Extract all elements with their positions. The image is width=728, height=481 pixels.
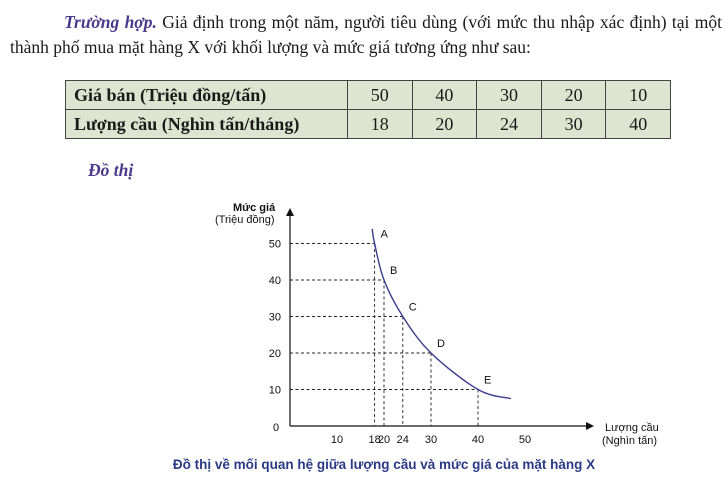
x-tick-label: 30 xyxy=(424,434,438,446)
x-tick-label: 18 xyxy=(368,434,381,446)
y-tick-label: 40 xyxy=(268,275,281,287)
x-axis-title: Lượng cầu xyxy=(605,422,659,434)
point-label: E xyxy=(484,374,492,387)
dashed-guides xyxy=(290,244,478,427)
graph-title: Đồ thị xyxy=(88,160,134,180)
point-label: B xyxy=(390,265,398,277)
quantity-cell: 30 xyxy=(541,110,606,139)
quantity-cell: 40 xyxy=(606,110,671,139)
quantity-cell: 20 xyxy=(412,110,477,139)
y-tick-label: 30 xyxy=(268,311,281,324)
intro-text: Giả định trong một năm, người tiêu dùng (với mức thu nhập xác định) tại một thành phố mua mặt hàng X với khối lượng và mức giá tương ứng như sau: xyxy=(10,12,722,57)
demand-curve xyxy=(372,229,511,399)
quantity-cell: 18 xyxy=(348,110,413,139)
price-cell: 10 xyxy=(606,81,671,110)
y-tick-label: 10 xyxy=(268,384,281,397)
price-cell: 40 xyxy=(412,81,477,110)
axis-ticks xyxy=(269,239,531,447)
price-cell: 50 xyxy=(348,81,413,110)
price-row-header: Giá bán (Triệu đồng/tấn) xyxy=(66,81,348,110)
chart-caption: Đồ thị về mối quan hệ giữa lượng cầu và mức giá của mặt hàng X xyxy=(172,457,596,472)
y-axis-title: Mức giá xyxy=(233,202,276,214)
x-tick-label: 10 xyxy=(330,434,344,446)
origin-label: 0 xyxy=(272,422,280,434)
quantity-cell: 24 xyxy=(477,110,542,139)
point-label: D xyxy=(437,338,445,350)
price-cell: 30 xyxy=(477,81,542,110)
x-tick-label: 40 xyxy=(471,434,485,446)
x-axis-unit: (Nghìn tấn) xyxy=(602,435,658,447)
y-axis-unit: (Triệu đồng) xyxy=(215,214,275,226)
point-label: A xyxy=(380,228,388,241)
y-tick-label: 50 xyxy=(268,238,281,251)
x-tick-label: 20 xyxy=(377,434,391,446)
case-label: Trường hợp. xyxy=(64,12,157,32)
quantity-row-header: Lượng cầu (Nghìn tấn/tháng) xyxy=(66,110,348,139)
x-tick-label: 50 xyxy=(518,434,532,446)
y-tick-label: 20 xyxy=(268,348,281,360)
price-cell: 20 xyxy=(541,81,606,110)
point-label: C xyxy=(408,301,417,314)
x-tick-label: 24 xyxy=(396,434,409,446)
